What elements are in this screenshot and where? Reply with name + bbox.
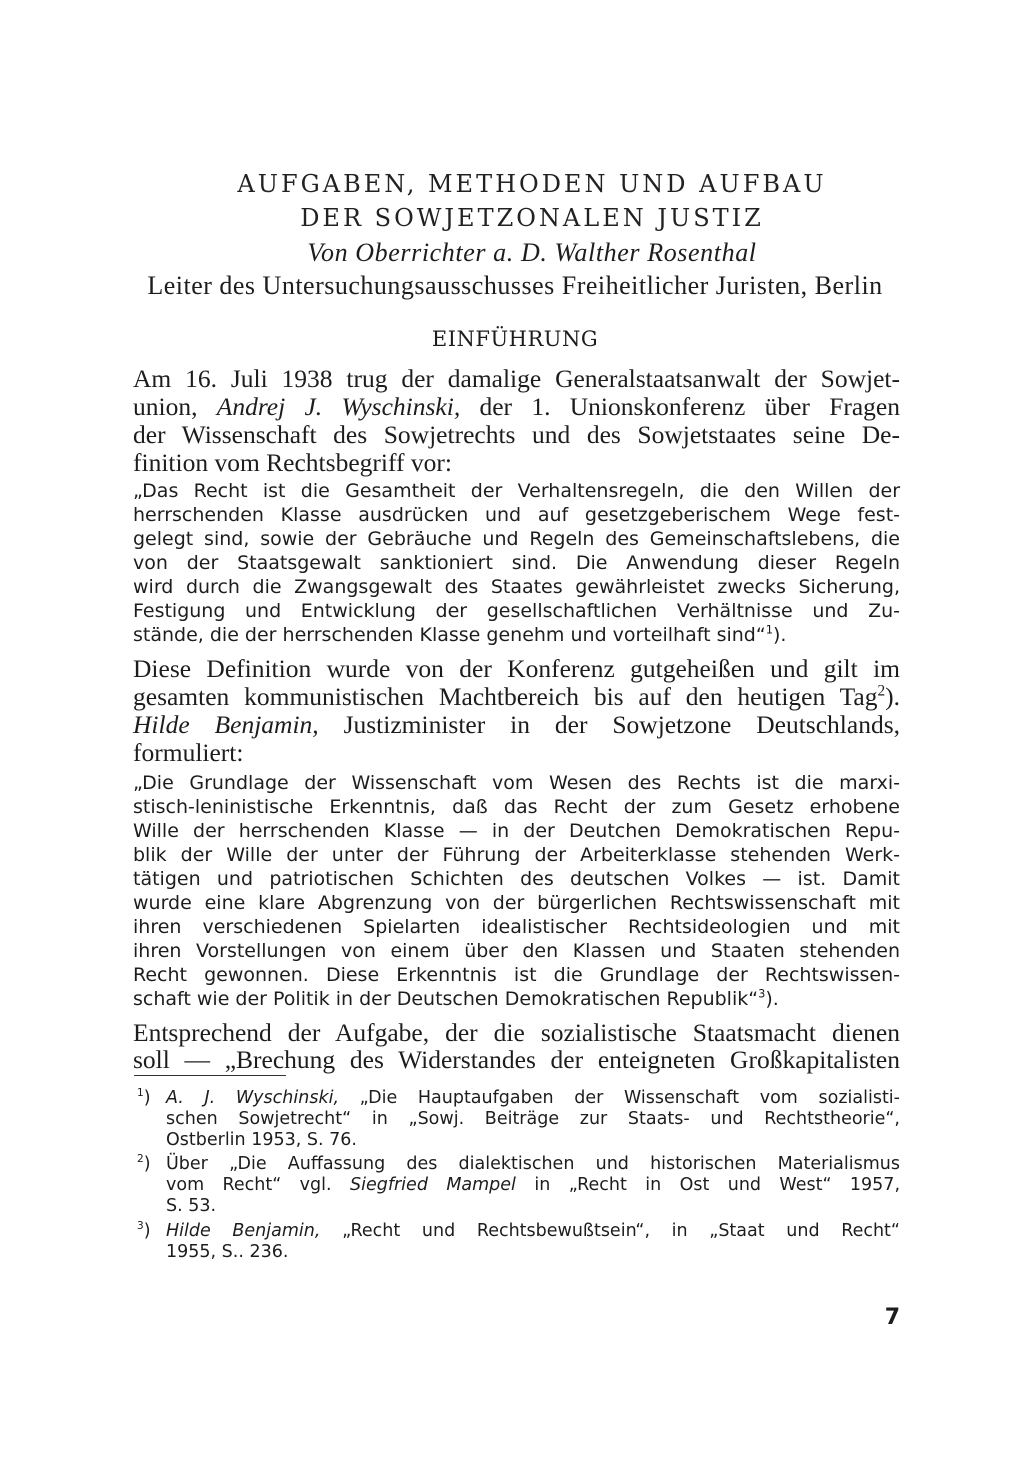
footnote-3-marker: $^3$)	[137, 1220, 151, 1241]
footnote-1-line-3: Ostberlin 1953, S. 76.	[166, 1130, 357, 1150]
quote2-line-3: Wille der herrschenden Klasse — in der Deutchen Demokratischen Repu-	[133, 820, 900, 842]
footnote-3-line-2: 1955, S.. 236.	[166, 1242, 289, 1262]
quote2-line-10: schaft wie der Politik in der Deutschen Demokratischen Republik“$^3$).	[133, 986, 779, 1010]
footnote-2-author: Siegfried Mampel	[349, 1175, 516, 1195]
footnote-separator	[134, 1075, 286, 1076]
footnote-2-line-3: S. 53.	[166, 1196, 217, 1216]
footnote-2-marker: $^2$)	[137, 1153, 151, 1174]
footnote-3-line-1: Hilde Benjamin, „Recht und Rechtsbewußtsein“, in „Staat und Recht“	[166, 1221, 900, 1241]
quote1-line-7: stände, die der herrschenden Klasse genehm und vorteilhaft sind“$^1$).	[133, 622, 787, 646]
intro-line-3: der Wissenschaft des Sowjetrechts und des Sowjetstaates seine De-	[133, 420, 900, 449]
footnote-ref-3: 3	[758, 986, 766, 1001]
title-line-1: AUFGABEN, METHODEN UND AUFBAU	[237, 170, 827, 198]
quote1-line-5: wird durch die Zwangsgewalt des Staates gewährleistet zwecks Sicherung,	[133, 576, 900, 598]
quote2-line-5: tätigen und patriotischen Schichten des deutschen Volkes — ist. Damit	[133, 868, 900, 890]
quote1-line-3: gelegt sind, sowie der Gebräuche und Regeln des Gemeinschaftslebens, die	[133, 528, 900, 550]
para2-line-4: formuliert:	[133, 738, 244, 767]
quote2-line-4: blik der Wille der unter der Führung der Arbeiterklasse stehenden Werk-	[133, 844, 900, 866]
quote2-line-6: wurde eine klare Abgrenzung von der bürgerlichen Rechtswissenschaft mit	[133, 892, 900, 914]
author-name-wyschinski: Andrej J. Wyschinski,	[216, 392, 461, 421]
footnote-2-line-2: vom Recht“ vgl. Siegfried Mampel in „Recht in Ost und West“ 1957,	[166, 1175, 901, 1195]
quote1-line-4: von der Staatsgewalt sanktioniert sind. Die Anwendung dieser Regeln	[133, 552, 900, 574]
quote1-line-6: Festigung und Entwicklung der gesellschaftlichen Verhältnisse und Zu-	[133, 600, 900, 622]
footnote-2-line-1: Über „Die Auffassung des dialektischen und historischen Materialismus	[166, 1154, 900, 1174]
para3-line-1: Entsprechend der Aufgabe, der die sozialistische Staatsmacht dienen	[133, 1018, 900, 1047]
footnote-1-marker: $^1$)	[137, 1087, 151, 1108]
footnote-1-line-1: A. J. Wyschinski, „Die Hauptaufgaben der Wissenschaft vom sozialisti-	[166, 1088, 900, 1108]
section-heading: EINFÜHRUNG	[431, 327, 599, 351]
quote2-line-7: ihren verschiedenen Spielarten idealistischer Rechtsideologien und mit	[133, 916, 900, 938]
footnote-3-author: Hilde Benjamin,	[166, 1221, 321, 1241]
para2-line-2: gesamten kommunistischen Machtbereich bis auf den heutigen Tag$^2$).	[133, 682, 900, 711]
author-name-benjamin: Hilde Benjamin,	[133, 710, 319, 739]
footnote-1-line-2: schen Sowjetrecht“ in „Sowj. Beiträge zur Staats- und Rechtstheorie“,	[166, 1109, 900, 1129]
quote1-line-2: herrschenden Klasse ausdrücken und auf gesetzgeberischem Wege fest-	[133, 504, 900, 526]
para2-line-1: Diese Definition wurde von der Konferenz gutgeheißen und gilt im	[133, 654, 900, 683]
footnote-ref-2: 2	[877, 682, 886, 700]
quote1-line-1: „Das Recht ist die Gesamtheit der Verhaltensregeln, die den Willen der	[133, 480, 900, 502]
para3-line-2: soll — „Brechung des Widerstandes der enteigneten Großkapitalisten	[133, 1045, 900, 1074]
intro-line-2: union, Andrej J. Wyschinski, der 1. Unionskonferenz über Fragen	[133, 392, 901, 421]
quote2-line-1: „Die Grundlage der Wissenschaft vom Wesen des Rechts ist die marxi-	[133, 772, 900, 794]
para2-line-3: Hilde Benjamin, Justizminister in der Sowjetzone Deutschlands,	[133, 710, 900, 739]
page-number: 7	[884, 1305, 900, 1330]
quote2-line-2: stisch-leninistische Erkenntnis, daß das Recht der zum Gesetz erhobene	[133, 796, 900, 818]
author-byline: Von Oberrichter a. D. Walther Rosenthal	[307, 238, 757, 267]
author-affiliation: Leiter des Untersuchungsausschusses Freiheitlicher Juristen, Berlin	[147, 271, 883, 300]
quote2-line-9: Recht gewonnen. Diese Erkenntnis ist die Grundlage der Rechtswissen-	[133, 964, 900, 986]
quote2-line-8: ihren Vorstellungen von einem über den Klassen und Staaten stehenden	[133, 940, 900, 962]
intro-line-1: Am 16. Juli 1938 trug der damalige Generalstaatsanwalt der Sowjet-	[133, 364, 900, 393]
title-line-2: DER SOWJETZONALEN JUSTIZ	[300, 204, 764, 232]
footnote-ref-1: 1	[765, 622, 773, 637]
footnote-1-author: A. J. Wyschinski,	[166, 1088, 340, 1108]
intro-line-4: finition vom Rechtsbegriff vor:	[133, 448, 452, 477]
